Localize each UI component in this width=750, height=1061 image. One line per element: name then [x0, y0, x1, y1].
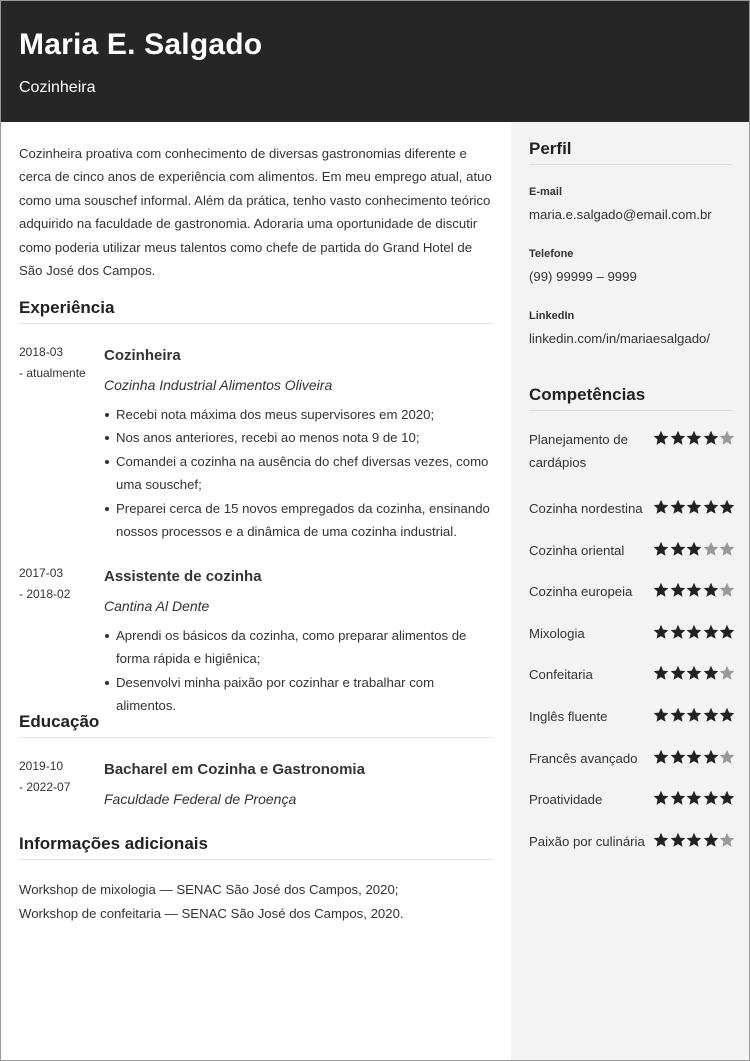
skill-name: Planejamento de cardápios	[529, 432, 628, 471]
star-filled-icon	[686, 707, 702, 723]
star-filled-icon	[719, 707, 735, 723]
skills-divider	[529, 410, 732, 411]
job-date-start: 2017-03	[19, 566, 64, 580]
star-filled-icon	[670, 499, 686, 515]
phone-value: (99) 99999 – 9999	[529, 269, 637, 284]
email-label: E-mail	[529, 186, 563, 198]
star-empty-icon	[719, 832, 735, 848]
job-bullets	[104, 403, 496, 543]
skill-rating	[653, 707, 735, 723]
education-date-end: - 2022-07	[19, 780, 71, 794]
job-title: Assistente de cozinha	[104, 568, 262, 585]
star-filled-icon	[686, 832, 702, 848]
star-filled-icon	[686, 499, 702, 515]
star-filled-icon	[670, 665, 686, 681]
star-filled-icon	[686, 790, 702, 806]
job-bullet: Desenvolvi minha paixão por cozinhar e trabalhar com alimentos.	[104, 671, 496, 718]
linkedin-label: LinkedIn	[529, 310, 575, 322]
star-empty-icon	[703, 541, 719, 557]
skill-name: Cozinha oriental	[529, 543, 625, 558]
skill-name: Cozinha europeia	[529, 584, 633, 599]
star-filled-icon	[670, 430, 686, 446]
additional-heading: Informações adicionais	[19, 834, 208, 853]
phone-label: Telefone	[529, 248, 574, 260]
skill-rating	[653, 832, 735, 848]
star-filled-icon	[670, 582, 686, 598]
star-filled-icon	[653, 582, 669, 598]
profile-heading: Perfil	[529, 139, 572, 158]
skill-name: Confeitaria	[529, 667, 593, 682]
job-bullets	[104, 624, 496, 718]
job-bullet: Recebi nota máxima dos meus supervisores em 2020;	[104, 403, 496, 426]
star-filled-icon	[653, 707, 669, 723]
star-filled-icon	[703, 749, 719, 765]
star-filled-icon	[670, 707, 686, 723]
skill-rating	[653, 749, 735, 765]
skill-name: Francês avançado	[529, 751, 638, 766]
linkedin-value: linkedin.com/in/mariaesalgado/	[529, 331, 711, 346]
education-school: Faculdade Federal de Proença	[104, 791, 297, 807]
skill-rating	[653, 430, 735, 446]
star-empty-icon	[719, 749, 735, 765]
skill-rating	[653, 582, 735, 598]
job-date-end: - 2018-02	[19, 587, 71, 601]
star-filled-icon	[670, 832, 686, 848]
profile-divider	[529, 164, 732, 165]
experience-heading: Experiência	[19, 298, 115, 317]
star-empty-icon	[719, 430, 735, 446]
job-company: Cantina Al Dente	[104, 598, 210, 614]
skill-name: Mixologia	[529, 626, 585, 641]
job-date	[19, 563, 70, 605]
star-filled-icon	[686, 624, 702, 640]
resume-header	[1, 1, 750, 122]
star-filled-icon	[686, 430, 702, 446]
job-bullet: Aprendi os básicos da cozinha, como preparar alimentos de forma rápida e higiênica;	[104, 624, 496, 671]
job-date	[19, 342, 86, 384]
star-filled-icon	[653, 665, 669, 681]
star-filled-icon	[653, 790, 669, 806]
job-bullet: Nos anos anteriores, recebi ao menos nota 9 de 10;	[104, 426, 496, 449]
star-filled-icon	[703, 832, 719, 848]
education-date	[19, 756, 70, 798]
education-date-start: 2019-10	[19, 759, 64, 773]
additional-line: Workshop de mixologia — SENAC São José dos Campos, 2020;	[19, 882, 399, 897]
star-filled-icon	[653, 541, 669, 557]
summary-text: Cozinheira proativa com conhecimento de diversas gastronomias diferente e cerca de cinco anos de experiência com alimentos. Em meu emprego atual, atuo como uma souschef informal. Além da prática, tenho vasto conhecimento teórico adquirido na faculdade de gastronomia. Adoraria uma oportunidade de discutir como poderia utilizar meus talentos como chefe de partida do Grand Hotel de São José dos Campos.	[19, 146, 492, 279]
star-filled-icon	[653, 430, 669, 446]
additional-divider	[19, 859, 493, 860]
job-bullet: Preparei cerca de 15 novos empregados da cozinha, ensinando nossos processos e a dinâmica de uma cozinha industrial.	[104, 497, 496, 544]
star-filled-icon	[670, 749, 686, 765]
skill-rating	[653, 624, 735, 640]
email-value: maria.e.salgado@email.com.br	[529, 207, 712, 222]
education-degree: Bacharel em Cozinha e Gastronomia	[104, 761, 365, 778]
job-company: Cozinha Industrial Alimentos Oliveira	[104, 377, 333, 393]
star-filled-icon	[703, 707, 719, 723]
star-filled-icon	[653, 749, 669, 765]
additional-line: Workshop de confeitaria — SENAC São José dos Campos, 2020.	[19, 906, 404, 921]
skill-name: Proatividade	[529, 792, 603, 807]
job-title: Cozinheira	[104, 347, 181, 364]
star-filled-icon	[686, 541, 702, 557]
star-filled-icon	[703, 582, 719, 598]
star-filled-icon	[670, 541, 686, 557]
job-bullet: Comandei a cozinha na ausência do chef diversas vezes, como uma souschef;	[104, 450, 496, 497]
star-filled-icon	[653, 499, 669, 515]
star-empty-icon	[719, 582, 735, 598]
candidate-name: Maria E. Salgado	[19, 28, 263, 61]
job-date-end: - atualmente	[19, 366, 86, 380]
star-filled-icon	[703, 624, 719, 640]
candidate-role: Cozinheira	[19, 79, 96, 96]
experience-divider	[19, 323, 493, 324]
star-filled-icon	[719, 499, 735, 515]
skill-rating	[653, 499, 735, 515]
star-filled-icon	[703, 665, 719, 681]
star-filled-icon	[653, 832, 669, 848]
star-filled-icon	[719, 790, 735, 806]
star-filled-icon	[686, 665, 702, 681]
star-filled-icon	[703, 430, 719, 446]
skill-name: Paixão por culinária	[529, 834, 645, 849]
star-filled-icon	[670, 790, 686, 806]
skill-rating	[653, 665, 735, 681]
skill-name: Inglês fluente	[529, 709, 608, 724]
star-filled-icon	[670, 624, 686, 640]
skill-rating	[653, 790, 735, 806]
education-heading: Educação	[19, 712, 100, 731]
sidebar	[511, 122, 750, 1061]
star-filled-icon	[703, 790, 719, 806]
star-filled-icon	[719, 624, 735, 640]
skills-heading: Competências	[529, 385, 646, 404]
star-filled-icon	[703, 499, 719, 515]
skill-rating	[653, 541, 735, 557]
star-empty-icon	[719, 665, 735, 681]
star-empty-icon	[719, 541, 735, 557]
star-filled-icon	[653, 624, 669, 640]
star-filled-icon	[686, 749, 702, 765]
education-divider	[19, 737, 493, 738]
star-filled-icon	[686, 582, 702, 598]
skill-name: Cozinha nordestina	[529, 501, 643, 516]
job-date-start: 2018-03	[19, 345, 64, 359]
